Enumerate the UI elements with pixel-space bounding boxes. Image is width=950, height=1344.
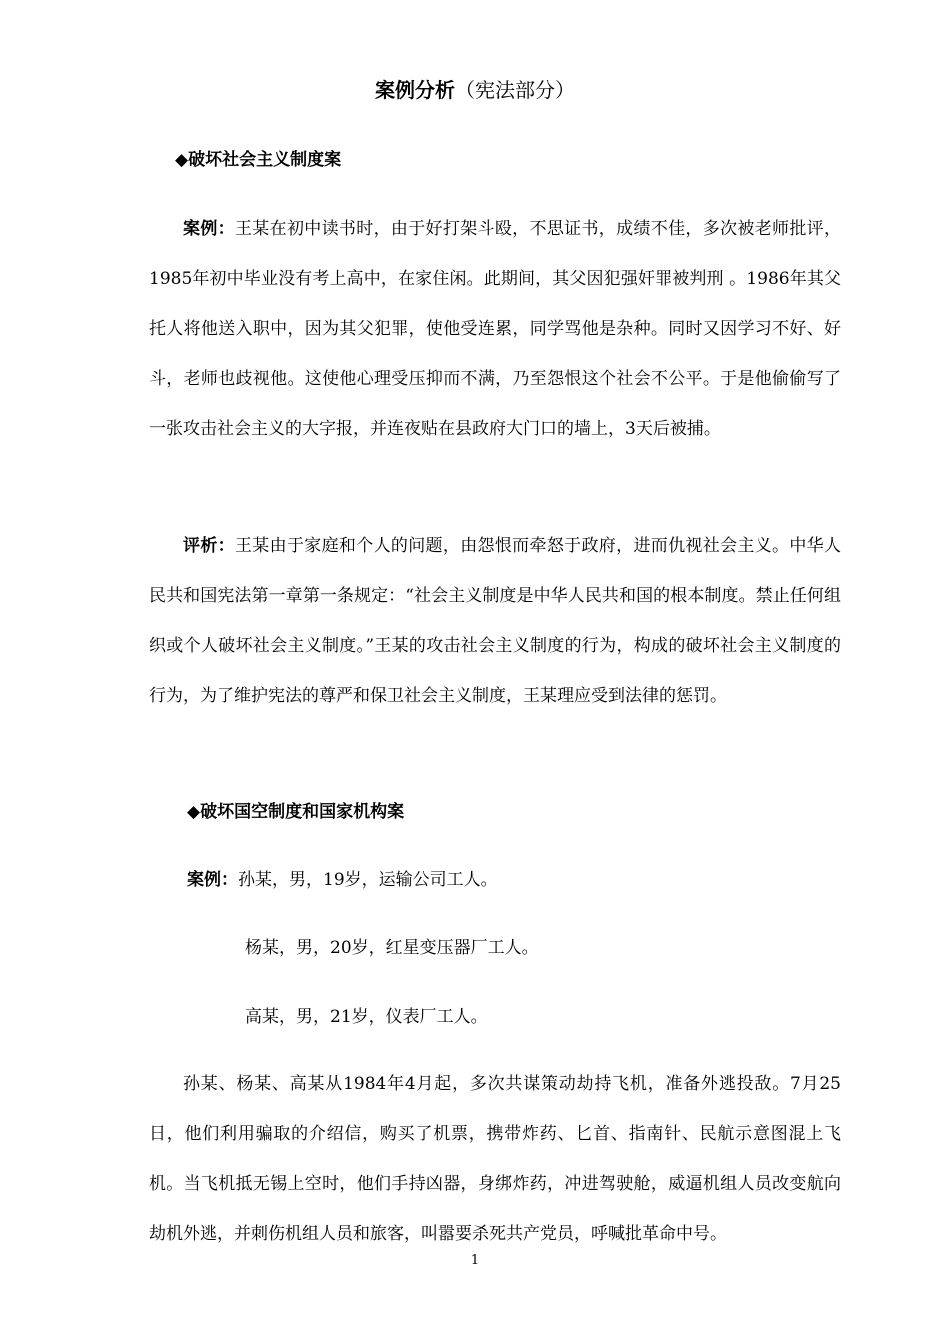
case-line-person1 bbox=[187, 866, 498, 894]
title-subtitle: （宪法部分） bbox=[455, 78, 575, 102]
case-line-person2: 杨某，男，20岁，红星变压器厂工人。 bbox=[245, 938, 539, 958]
case-line-person3: 高某，男，21岁，仪表厂工人。 bbox=[245, 1007, 488, 1027]
title-main: 案例分析 bbox=[375, 78, 455, 102]
case-paragraph-1 bbox=[149, 204, 841, 454]
section-heading-2: ◆破坏国空制度和国家机构案 bbox=[187, 802, 405, 822]
analysis-text: 王某由于家庭和个人的问题，由怨恨而牵怒于政府，进而仇视社会主义。中华人民共和国宪法第一章第一条规定：“社会主义制度是中华人民共和国的根本制度。禁止任何组织或个人破坏社会主义制度。”王某的攻击社会主义制度的行为，构成的破坏社会主义制度的行为，为了维护宪法的尊严和保卫社会主义制度，王某理应受到法律的惩罚。 bbox=[149, 536, 842, 706]
analysis-paragraph bbox=[149, 521, 841, 721]
case-text: 王某在初中读书时，由于好打架斗殴，不思证书，成绩不佳，多次被老师批评，1985年初中毕业没有考上高中，在家住闲。此期间，其父因犯强奸罪被判刑 。1986年其父托人将他送入职中，因为其父犯罪，使他受连累，同学骂他是杂种。同时又因学习不好、好斗，老师也歧视他。这使他心理受压抑而不满，乃至怨恨这个社会不公平。于是他偷偷写了一张攻击社会主义的大字报，并连夜贴在县政府大门口的墙上，3天后被捕。 bbox=[149, 219, 842, 439]
section-heading-1: ◆破坏社会主义制度案 bbox=[175, 150, 342, 170]
narrative-text: 孙某、杨某、高某从1984年4月起，多次共谋策动劫持飞机，准备外逃投敌。7月25日，他们利用骗取的介绍信，购买了机票，携带炸药、匕首、指南针、民航示意图混上飞机。当飞机抵无锡上空时，他们手持凶器，身绑炸药，冲进驾驶舱，威逼机组人员改变航向劫机外逃，并刺伤机组人员和旅客，叫嚣要杀死共产党员，呼喊批革命中号。 bbox=[149, 1074, 841, 1244]
case-label: 案例： bbox=[183, 219, 235, 239]
page-number: 1 bbox=[470, 1253, 480, 1268]
case-label-2: 案例： bbox=[187, 870, 238, 890]
narrative-paragraph bbox=[149, 1059, 841, 1259]
person1-text: 孙某，男，19岁，运输公司工人。 bbox=[238, 870, 498, 890]
document-title bbox=[0, 74, 950, 106]
analysis-label: 评析： bbox=[183, 536, 235, 556]
